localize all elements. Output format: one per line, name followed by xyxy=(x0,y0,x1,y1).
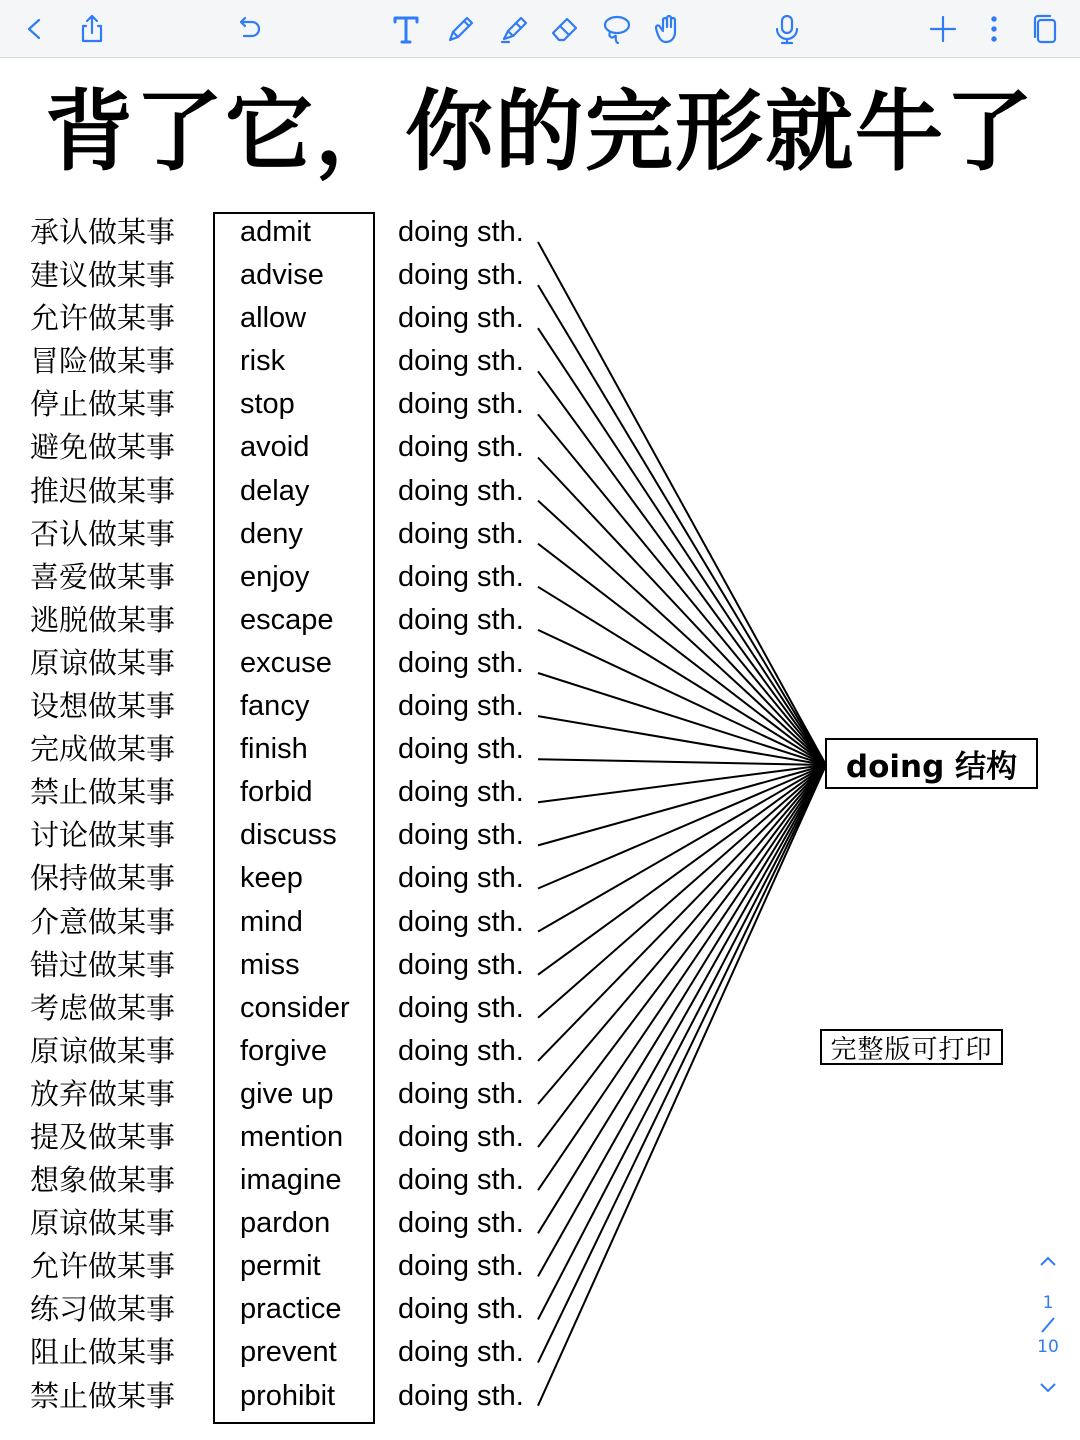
verb: forbid xyxy=(240,776,313,809)
chinese-meaning: 禁止做某事 xyxy=(30,775,176,810)
verb: pardon xyxy=(240,1207,331,1240)
connector-line xyxy=(538,458,826,766)
connector-line xyxy=(538,765,826,802)
connector-line xyxy=(538,765,826,1018)
connector-line xyxy=(538,765,826,1061)
microphone-icon[interactable] xyxy=(767,9,807,49)
page-separator-icon xyxy=(1026,1314,1070,1336)
connector-line xyxy=(538,765,826,1276)
pattern-text: doing sth. xyxy=(398,1250,524,1283)
connector-line xyxy=(538,673,826,765)
pattern-column xyxy=(398,211,538,1418)
connector-line xyxy=(538,765,826,932)
chinese-meaning: 原谅做某事 xyxy=(30,1206,176,1241)
pattern-text: doing sth. xyxy=(398,862,524,895)
connector-line xyxy=(538,242,826,765)
back-icon[interactable] xyxy=(14,9,54,49)
chinese-meaning: 提及做某事 xyxy=(30,1119,176,1154)
highlighter-icon[interactable] xyxy=(494,9,534,49)
verb: enjoy xyxy=(240,560,310,593)
verb: deny xyxy=(240,517,303,550)
verb: advise xyxy=(240,259,324,292)
page-indicator xyxy=(1026,1250,1070,1410)
connector-line xyxy=(538,765,826,1363)
verb: imagine xyxy=(240,1164,342,1197)
verb: risk xyxy=(240,345,286,378)
more-icon[interactable] xyxy=(974,9,1014,49)
pattern-text: doing sth. xyxy=(398,345,524,378)
pattern-text: doing sth. xyxy=(398,216,524,248)
connector-line xyxy=(538,765,826,1147)
verb: allow xyxy=(240,302,307,335)
verb: keep xyxy=(240,862,303,895)
chinese-meaning: 介意做某事 xyxy=(30,904,176,939)
verb: admit xyxy=(240,216,311,248)
pattern-text: doing sth. xyxy=(398,1293,524,1326)
pattern-text: doing sth. xyxy=(398,431,524,464)
connector-line xyxy=(538,544,826,765)
pattern-text: doing sth. xyxy=(398,560,524,593)
pattern-text: doing sth. xyxy=(398,1034,524,1067)
chinese-meaning: 原谅做某事 xyxy=(30,1033,176,1068)
chinese-meaning: 推迟做某事 xyxy=(30,473,176,508)
connector-line xyxy=(538,630,826,765)
pattern-text: doing sth. xyxy=(398,905,524,938)
verb: give up xyxy=(240,1077,334,1110)
pattern-text: doing sth. xyxy=(398,819,524,852)
pattern-text: doing sth. xyxy=(398,302,524,335)
pattern-text: doing sth. xyxy=(398,991,524,1024)
chinese-meaning: 停止做某事 xyxy=(30,387,176,422)
chinese-meaning: 放弃做某事 xyxy=(30,1076,176,1111)
chinese-meaning-column xyxy=(30,211,200,1418)
pattern-text: doing sth. xyxy=(398,1120,524,1153)
chinese-meaning: 允许做某事 xyxy=(30,1249,176,1284)
chinese-meaning: 错过做某事 xyxy=(30,947,176,982)
verb: discuss xyxy=(240,819,337,852)
total-pages: 10 xyxy=(1037,1337,1059,1357)
verb: consider xyxy=(240,991,350,1024)
text-tool-icon[interactable] xyxy=(386,9,426,49)
verb: forgive xyxy=(240,1034,328,1067)
verb: excuse xyxy=(240,646,332,679)
chevron-up-icon[interactable] xyxy=(1026,1250,1070,1280)
pattern-text: doing sth. xyxy=(398,646,524,679)
connector-line xyxy=(538,285,826,765)
pattern-text: doing sth. xyxy=(398,948,524,981)
chinese-meaning: 原谅做某事 xyxy=(30,645,176,680)
pattern-text: doing sth. xyxy=(398,1207,524,1240)
verb: permit xyxy=(240,1250,321,1283)
connector-line xyxy=(538,765,826,889)
connector-line xyxy=(538,587,826,765)
connector-line xyxy=(538,765,826,1233)
verb: mention xyxy=(240,1120,344,1153)
share-icon[interactable] xyxy=(72,9,112,49)
chinese-meaning: 阻止做某事 xyxy=(30,1335,176,1370)
pattern-text: doing sth. xyxy=(398,517,524,550)
pattern-text: doing sth. xyxy=(398,603,524,636)
pattern-text: doing sth. xyxy=(398,474,524,507)
chinese-meaning: 练习做某事 xyxy=(30,1292,176,1327)
chinese-meaning: 避免做某事 xyxy=(30,430,176,465)
pattern-text: doing sth. xyxy=(398,776,524,809)
pattern-text: doing sth. xyxy=(398,690,524,723)
connector-line xyxy=(538,501,826,765)
chinese-meaning: 承认做某事 xyxy=(30,215,176,249)
chinese-meaning: 讨论做某事 xyxy=(30,818,176,853)
pattern-text: doing sth. xyxy=(398,259,524,292)
pattern-text: doing sth. xyxy=(398,1336,524,1369)
verb: delay xyxy=(240,474,310,507)
chinese-meaning: 设想做某事 xyxy=(30,689,176,724)
connector-line xyxy=(538,765,826,845)
chinese-meaning: 禁止做某事 xyxy=(30,1378,176,1413)
chinese-meaning: 保持做某事 xyxy=(30,861,176,896)
verb: fancy xyxy=(240,690,310,723)
verb: mind xyxy=(240,905,303,938)
undo-icon[interactable] xyxy=(229,9,269,49)
verb: prohibit xyxy=(240,1379,336,1412)
connector-line xyxy=(538,759,826,765)
chevron-down-icon[interactable] xyxy=(1026,1376,1070,1406)
chinese-meaning: 逃脱做某事 xyxy=(30,602,176,637)
pattern-text: doing sth. xyxy=(398,1077,524,1110)
chinese-meaning: 想象做某事 xyxy=(30,1163,176,1198)
verb: prevent xyxy=(240,1336,337,1369)
current-page: 1 xyxy=(1042,1293,1054,1313)
chinese-meaning: 建议做某事 xyxy=(30,258,176,293)
chinese-meaning: 否认做某事 xyxy=(30,516,176,551)
toolbar xyxy=(0,0,1080,58)
pages-icon[interactable] xyxy=(1025,9,1065,49)
chinese-meaning: 考虑做某事 xyxy=(30,990,176,1025)
eraser-icon[interactable] xyxy=(545,9,585,49)
verb: escape xyxy=(240,603,334,636)
connector-line xyxy=(538,328,826,765)
verb: avoid xyxy=(240,431,310,464)
pattern-text: doing sth. xyxy=(398,1379,524,1412)
doing-structure-label: doing 结构 xyxy=(825,738,1038,789)
chinese-meaning: 喜爱做某事 xyxy=(30,559,176,594)
add-icon[interactable] xyxy=(923,9,963,49)
page-title: 背了它，你的完形就牛了 xyxy=(44,80,1035,183)
connector-line xyxy=(538,765,826,1190)
connector-line xyxy=(538,371,826,765)
connector-line xyxy=(538,414,826,765)
connector-line xyxy=(538,716,826,765)
pattern-text: doing sth. xyxy=(398,388,524,421)
pattern-text: doing sth. xyxy=(398,733,524,766)
verb-column xyxy=(240,211,370,1418)
pattern-text: doing sth. xyxy=(398,1164,524,1197)
connector-line xyxy=(538,765,826,1406)
hand-icon[interactable] xyxy=(648,9,688,49)
verb: practice xyxy=(240,1293,342,1326)
chinese-meaning: 冒险做某事 xyxy=(30,344,176,379)
connector-line xyxy=(538,765,826,975)
print-note: 完整版可打印 xyxy=(820,1029,1003,1065)
verb: miss xyxy=(240,948,300,981)
connector-line xyxy=(538,765,826,1320)
pen-icon[interactable] xyxy=(441,9,481,49)
chinese-meaning: 完成做某事 xyxy=(30,732,176,767)
lasso-icon[interactable] xyxy=(597,9,637,49)
chinese-meaning: 允许做某事 xyxy=(30,301,176,336)
verb: stop xyxy=(240,388,295,421)
connector-line xyxy=(538,765,826,1104)
verb: finish xyxy=(240,733,308,766)
